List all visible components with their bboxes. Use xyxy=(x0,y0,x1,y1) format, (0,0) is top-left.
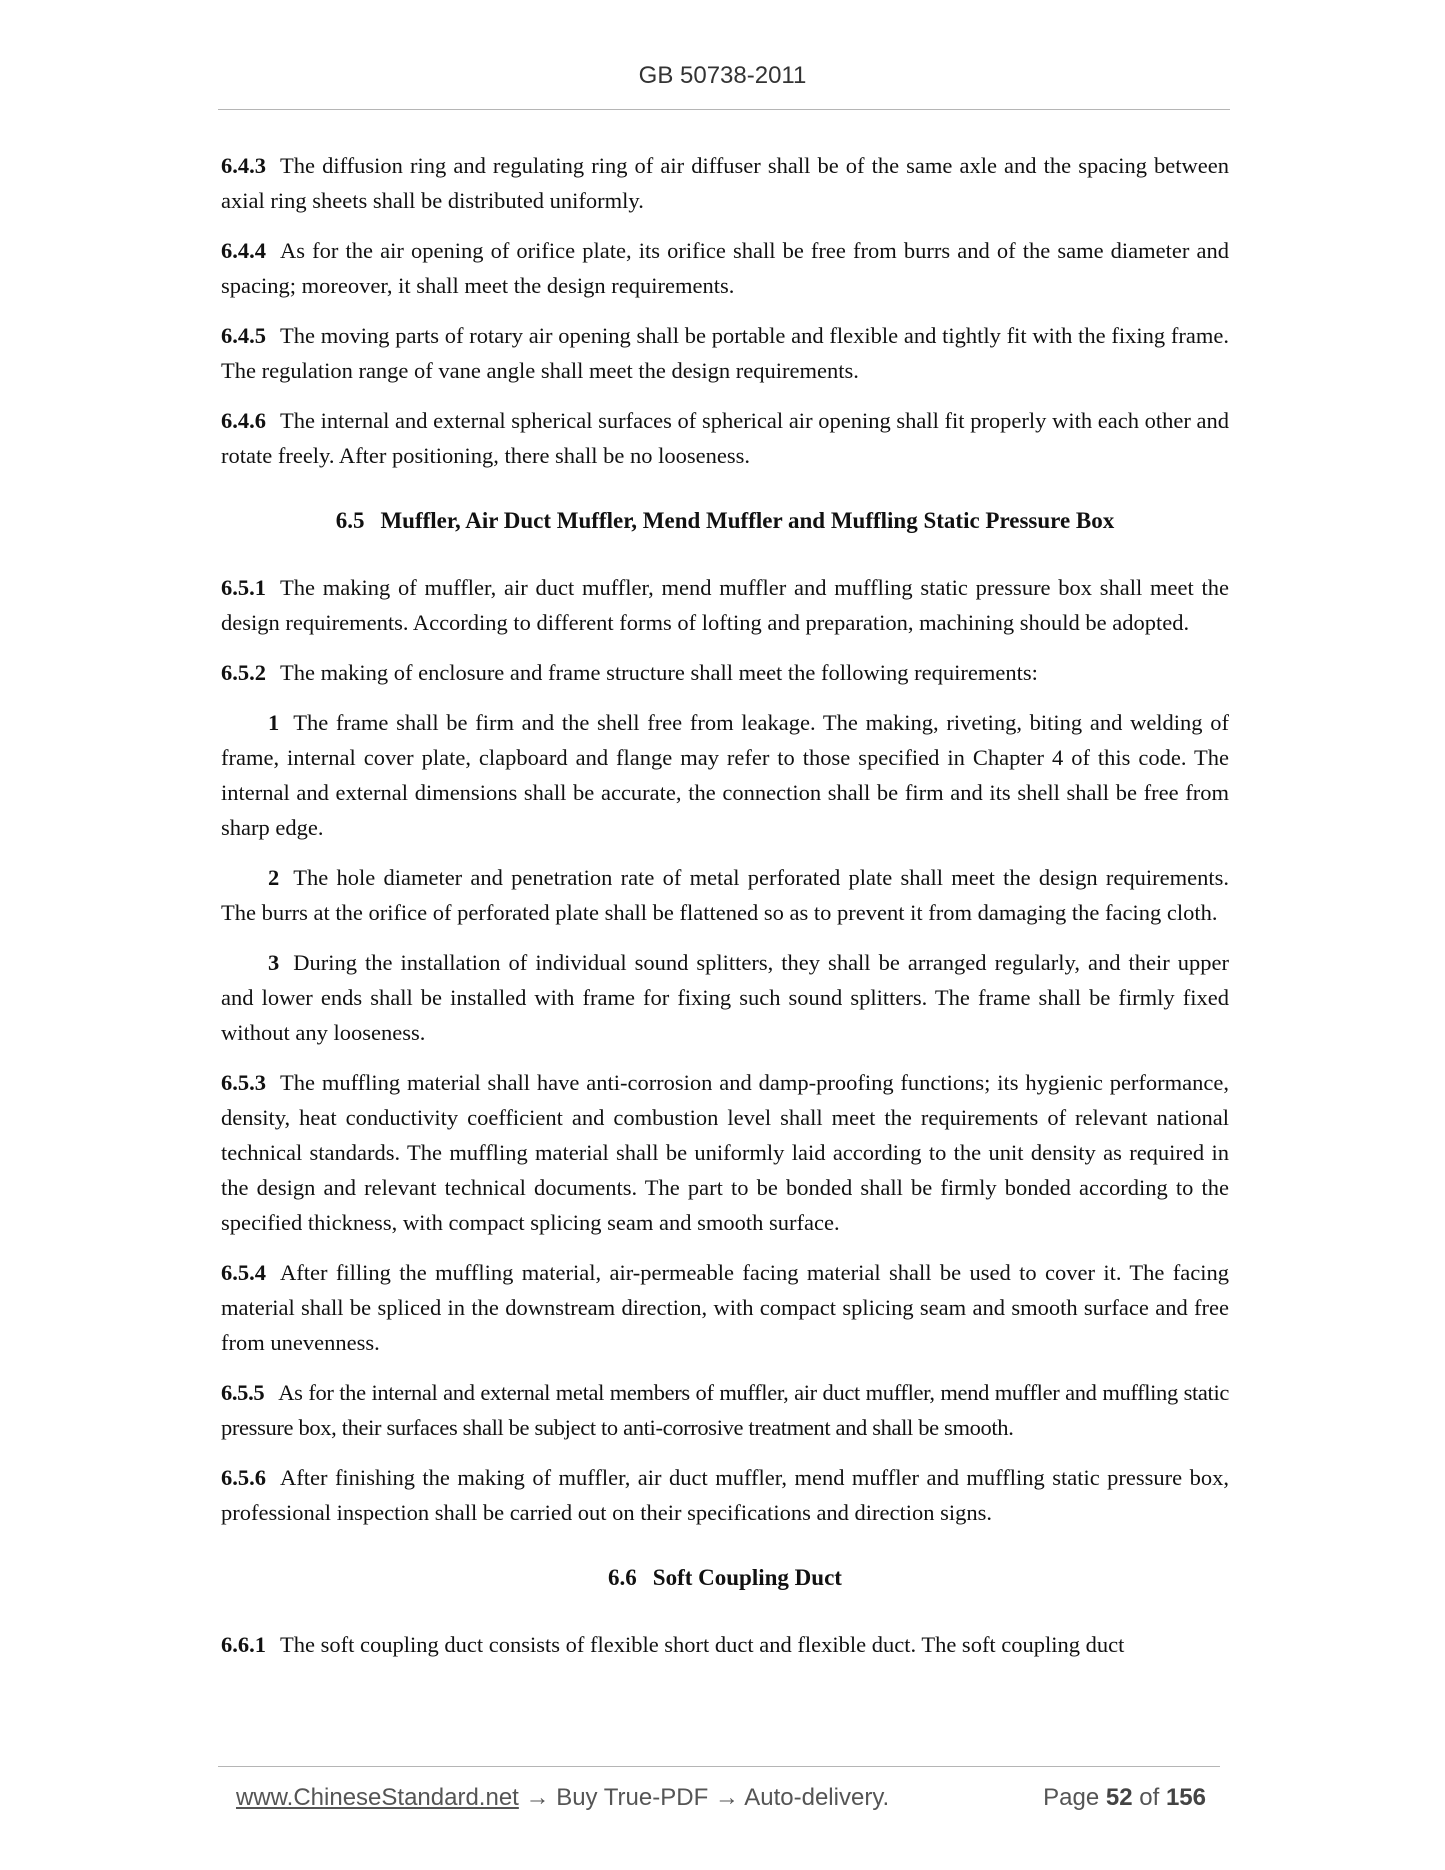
clause-6-4-6 xyxy=(221,403,1229,473)
clause-6-5-2 xyxy=(221,655,1229,690)
list-item-2 xyxy=(221,860,1229,930)
clause-6-5-4 xyxy=(221,1255,1229,1360)
clause-6-5-6 xyxy=(221,1460,1229,1530)
footer-promo xyxy=(236,1784,889,1812)
page-indicator xyxy=(1043,1784,1206,1812)
clause-text: The internal and external spherical surfaces of spherical air opening shall fit properly with each other and rotate freely. After positioning, there shall be no looseness. xyxy=(221,408,1229,468)
auto-delivery-text: Auto-delivery. xyxy=(744,1784,890,1811)
footer-divider xyxy=(218,1766,1220,1767)
website-link[interactable]: www.ChineseStandard.net xyxy=(236,1784,519,1811)
page-footer xyxy=(236,1784,1206,1818)
item-text: The hole diameter and penetration rate of metal perforated plate shall meet the design requirements. The burrs at the orifice of perforated plate shall be flattened so as to prevent it from damaging the facing cloth. xyxy=(221,865,1229,925)
clause-text: The soft coupling duct consists of flexible short duct and flexible duct. The soft coupling duct xyxy=(280,1632,1125,1657)
clause-text: The making of enclosure and frame structure shall meet the following requirements: xyxy=(280,660,1038,685)
clause-6-6-1 xyxy=(221,1627,1229,1662)
clause-text: The making of muffler, air duct muffler, mend muffler and muffling static pressure box shall meet the design requirements. According to different forms of lofting and preparation, machining should be adopted. xyxy=(221,575,1229,635)
clause-text: The moving parts of rotary air opening shall be portable and flexible and tightly fit with the fixing frame. The regulation range of vane angle shall meet the design requirements. xyxy=(221,323,1229,383)
buy-true-pdf-text: Buy True-PDF xyxy=(556,1784,709,1811)
clause-6-4-3 xyxy=(221,148,1229,218)
clause-text: After filling the muffling material, air-permeable facing material shall be used to cover it. The facing material shall be spliced in the downstream direction, with compact splicing seam and smooth surface and free from unevenness. xyxy=(221,1260,1229,1355)
section-heading-6-6 xyxy=(221,1560,1229,1595)
clause-number: 6.4.6 xyxy=(221,408,266,433)
list-item-3 xyxy=(221,945,1229,1050)
page-number: 52 xyxy=(1105,1784,1133,1811)
total-pages: 156 xyxy=(1165,1784,1206,1811)
clause-6-4-5 xyxy=(221,318,1229,388)
clause-number: 6.5.3 xyxy=(221,1070,266,1095)
section-title: Soft Coupling Duct xyxy=(652,1565,842,1590)
item-number: 1 xyxy=(268,710,280,735)
clause-number: 6.5.1 xyxy=(221,575,266,600)
clause-text: The diffusion ring and regulating ring of air diffuser shall be of the same axle and the spacing between axial ring sheets shall be distributed uniformly. xyxy=(221,153,1229,213)
section-number: 6.6 xyxy=(608,1565,637,1590)
clause-6-5-1 xyxy=(221,570,1229,640)
clause-text: The muffling material shall have anti-corrosion and damp-proofing functions; its hygienic performance, density, heat conductivity coefficient and combustion level shall meet the requirements of relevant national technical standards. The muffling material shall be uniformly laid according to the unit density as required in the design and relevant technical documents. The part to be bonded shall be firmly bonded according to the specified thickness, with compact splicing seam and smooth surface. xyxy=(221,1070,1229,1235)
arrow-right-icon: → xyxy=(714,1784,739,1811)
clause-number: 6.4.3 xyxy=(221,153,266,178)
page-header-title: GB 50738-2011 xyxy=(638,62,807,89)
clause-text: As for the internal and external metal members of muffler, air duct muffler, mend muffler and muffling static pressure box, their surfaces shall be subject to anti-corrosive treatment and shall be smooth. xyxy=(221,1380,1229,1440)
page-label: Page xyxy=(1043,1784,1100,1811)
item-text: During the installation of individual sound splitters, they shall be arranged regularly, and their upper and lower ends shall be installed with frame for fixing such sound splitters. The frame shall be firmly fixed without any looseness. xyxy=(221,950,1229,1045)
clause-number: 6.4.4 xyxy=(221,238,266,263)
clause-text: As for the air opening of orifice plate, its orifice shall be free from burrs and of the same diameter and spacing; moreover, it shall meet the design requirements. xyxy=(221,238,1229,298)
arrow-right-icon: → xyxy=(525,1784,550,1811)
clause-number: 6.5.4 xyxy=(221,1260,266,1285)
clause-6-5-3 xyxy=(221,1065,1229,1240)
item-number: 2 xyxy=(268,865,280,890)
header-divider xyxy=(218,109,1230,110)
clause-text: After finishing the making of muffler, air duct muffler, mend muffler and muffling static pressure box, professional inspection shall be carried out on their specifications and direction signs. xyxy=(221,1465,1229,1525)
clause-number: 6.6.1 xyxy=(221,1632,266,1657)
item-number: 3 xyxy=(268,950,280,975)
section-number: 6.5 xyxy=(335,508,365,533)
clause-number: 6.5.2 xyxy=(221,660,266,685)
clause-number: 6.4.5 xyxy=(221,323,266,348)
clause-number: 6.5.5 xyxy=(221,1380,265,1405)
section-heading-6-5 xyxy=(221,503,1229,538)
item-text: The frame shall be firm and the shell free from leakage. The making, riveting, biting and welding of frame, internal cover plate, clapboard and flange may refer to those specified in Chapter 4 of this code. The internal and external dimensions shall be accurate, the connection shall be firm and its shell shall be free from sharp edge. xyxy=(221,710,1229,840)
section-title: Muffler, Air Duct Muffler, Mend Muffler and Muffling Static Pressure Box xyxy=(380,508,1115,533)
clause-6-4-4 xyxy=(221,233,1229,303)
clause-6-5-5 xyxy=(221,1375,1229,1445)
of-label: of xyxy=(1139,1784,1160,1811)
clause-number: 6.5.6 xyxy=(221,1465,266,1490)
list-item-1 xyxy=(221,705,1229,845)
page-body xyxy=(221,148,1229,1677)
